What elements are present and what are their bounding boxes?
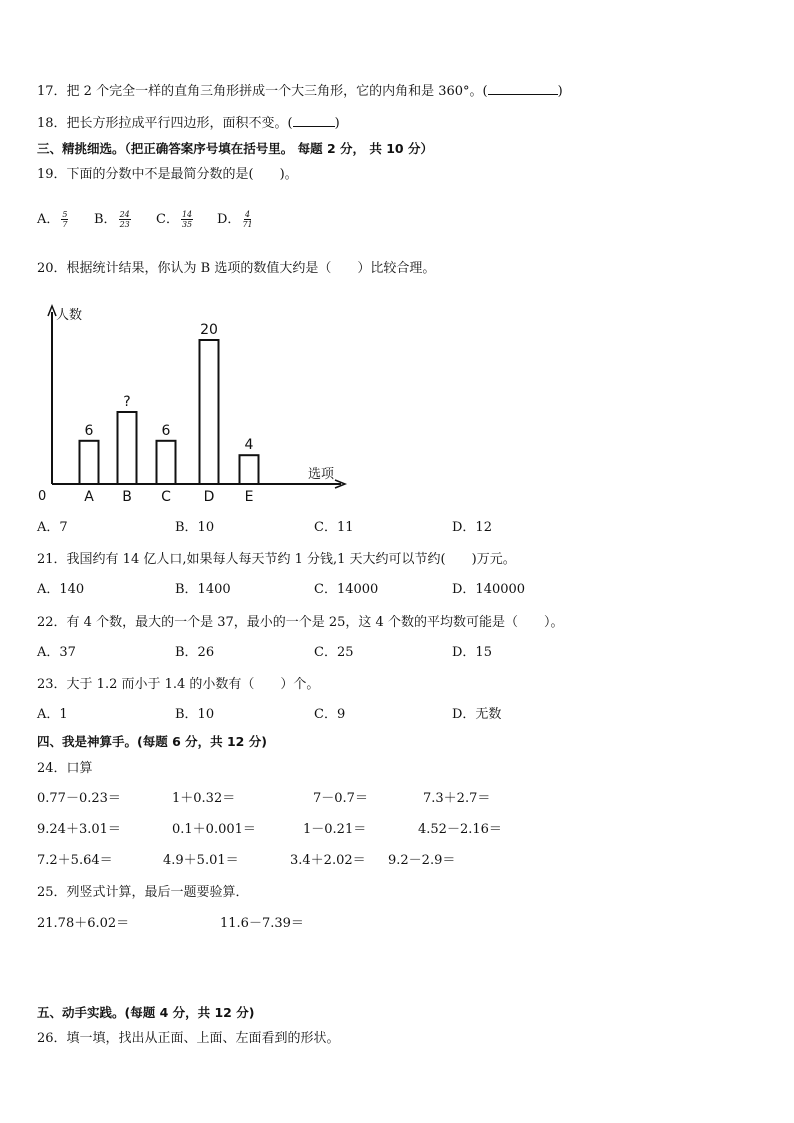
answer-blank-18[interactable] [293, 114, 335, 127]
vertical-calc-item: 11.6－7.39＝ [220, 916, 304, 931]
option-d[interactable]: D．12 [452, 520, 492, 535]
fraction-numerator: 5 [62, 210, 68, 219]
x-tick-label-c: C [161, 489, 171, 505]
data-label-e: 4 [244, 437, 254, 454]
mental-math-item: 0.77－0.23＝ [37, 791, 121, 806]
y-axis-label: 人数 [56, 308, 83, 323]
option-d[interactable] [217, 210, 255, 229]
data-label-d: 20 [200, 322, 218, 338]
mental-math-item: 4.52－2.16＝ [418, 822, 502, 837]
question-25-text: 25．列竖式计算，最后一题要验算． [37, 885, 249, 900]
option-label: A． [37, 212, 60, 227]
option-label: D． [217, 212, 241, 227]
fraction-denominator: 71 [242, 220, 253, 229]
data-label-c: 6 [161, 422, 171, 439]
fraction-denominator: 7 [62, 220, 68, 229]
mental-math-item: 7－0.7＝ [313, 791, 368, 806]
fraction-numerator: 24 [119, 210, 130, 219]
fraction [61, 210, 68, 229]
question-23-text: 23．大于 1.2 而小于 1.4 的小数有（ ）个。 [37, 677, 320, 692]
option-a[interactable]: A．140 [37, 582, 85, 597]
option-b[interactable] [94, 210, 133, 229]
option-b[interactable]: B．10 [175, 520, 215, 535]
mental-math-item: 7.3＋2.7＝ [423, 791, 491, 806]
data-label-b: ? [123, 394, 131, 410]
option-c[interactable]: C．11 [314, 520, 354, 535]
question-18 [37, 114, 340, 133]
section-5-title: 五、动手实践。(每题 4 分，共 12 分) [37, 1005, 255, 1020]
fraction-numerator: 4 [244, 210, 251, 219]
section-3-title: 三、精挑细选。（把正确答案序号填在括号里。 每题 2 分， 共 10 分） [37, 141, 433, 156]
x-tick-label-a: A [84, 489, 94, 505]
option-label: B． [94, 212, 117, 227]
origin-label: 0 [38, 489, 47, 504]
bar-chart [30, 296, 360, 510]
option-a[interactable] [37, 210, 70, 229]
option-b[interactable]: B．1400 [175, 582, 231, 597]
bar-d [200, 340, 219, 484]
vertical-calc-item: 21.78＋6.02＝ [37, 916, 130, 931]
data-label-a: 6 [84, 422, 94, 439]
question-22-text: 22．有 4 个数，最大的一个是 37，最小的一个是 25，这 4 个数的平均数可能是（ ）。 [37, 615, 564, 630]
question-18-close: ) [334, 116, 340, 131]
question-20-text: 20．根据统计结果，你认为 B 选项的数值大约是（ ）比较合理。 [37, 261, 436, 276]
question-17-close: ) [557, 84, 563, 99]
option-b[interactable]: B．26 [175, 645, 215, 660]
option-d[interactable]: D．140000 [452, 582, 526, 597]
mental-math-item: 7.2＋5.64＝ [37, 853, 113, 868]
option-a[interactable]: A．1 [37, 707, 68, 722]
mental-math-item: 4.9＋5.01＝ [163, 853, 239, 868]
question-21-text: 21．我国约有 14 亿人口,如果每人每天节约 1 分钱,1 天大约可以节约( )万元。 [37, 552, 516, 567]
question-17 [37, 82, 563, 101]
question-26-text: 26．填一填，找出从正面、上面、左面看到的形状。 [37, 1031, 340, 1046]
bar-e [240, 455, 259, 484]
x-tick-label-e: E [244, 489, 254, 505]
option-c[interactable] [156, 210, 195, 229]
option-label: C． [156, 212, 179, 227]
fraction-denominator: 23 [119, 220, 130, 229]
fraction [119, 210, 131, 229]
x-tick-label-d: D [203, 489, 215, 505]
section-4-title: 四、我是神算手。(每题 6 分，共 12 分) [37, 734, 267, 749]
mental-math-item: 3.4＋2.02＝ [290, 853, 366, 868]
option-c[interactable]: C．25 [314, 645, 354, 660]
question-24-text: 24．口算 [37, 761, 93, 776]
fraction [181, 210, 193, 229]
mental-math-item: 0.1＋0.001＝ [172, 822, 256, 837]
question-17-text: 17．把 2 个完全一样的直角三角形拼成一个大三角形，它的内角和是 360°。( [37, 84, 488, 99]
fraction-numerator: 14 [181, 210, 193, 219]
fraction [242, 210, 252, 229]
question-18-text: 18．把长方形拉成平行四边形，面积不变。( [37, 116, 293, 131]
x-tick-label-b: B [122, 489, 132, 505]
bar-b [118, 412, 137, 484]
mental-math-item: 1－0.21＝ [303, 822, 367, 837]
fraction-denominator: 35 [181, 220, 193, 229]
question-19-text: 19．下面的分数中不是最简分数的是( )。 [37, 167, 298, 182]
answer-blank-17[interactable] [488, 82, 558, 95]
mental-math-item: 9.24＋3.01＝ [37, 822, 121, 837]
option-b[interactable]: B．10 [175, 707, 215, 722]
option-a[interactable]: A．37 [37, 645, 76, 660]
x-axis-label: 选项 [308, 467, 335, 482]
bar-c [157, 441, 176, 484]
option-a[interactable]: A．7 [37, 520, 68, 535]
option-d[interactable]: D．无数 [452, 707, 502, 722]
option-d[interactable]: D．15 [452, 645, 492, 660]
mental-math-item: 1＋0.32＝ [172, 791, 236, 806]
mental-math-item: 9.2－2.9＝ [388, 853, 456, 868]
option-c[interactable]: C．14000 [314, 582, 379, 597]
bar-a [80, 441, 99, 484]
option-c[interactable]: C．9 [314, 707, 346, 722]
